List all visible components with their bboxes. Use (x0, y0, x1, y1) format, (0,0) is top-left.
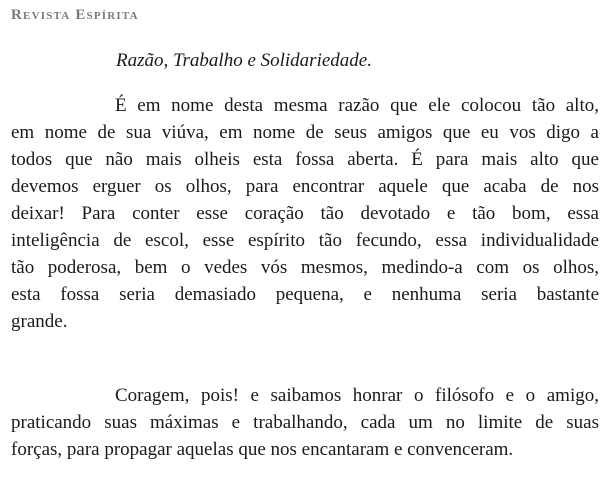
paragraph-line: em nome de sua viúva, em nome de seus amigos que eu vos digo a (11, 122, 599, 143)
section-subtitle: Razão, Trabalho e Solidariedade. (116, 50, 372, 71)
paragraph-line: praticando suas máximas e trabalhando, cada um no limite de suas (11, 412, 599, 433)
paragraph-line: grande. (11, 311, 68, 332)
paragraph-line: Coragem, pois! e saibamos honrar o filósofo e o amigo, (115, 385, 599, 406)
paragraph-line: esta fossa seria demasiado pequena, e nenhuma seria bastante (11, 284, 599, 305)
paragraph-line: deixar! Para conter esse coração tão devotado e tão bom, essa (11, 203, 599, 224)
paragraph-line: todos que não mais olheis esta fossa aberta. É para mais alto que (11, 149, 599, 170)
paragraph-line: inteligência de escol, esse espírito tão fecundo, essa individualidade (11, 230, 599, 251)
paragraph-line: tão poderosa, bem o vedes vós mesmos, medindo-a com os olhos, (11, 257, 599, 278)
paragraph-line: forças, para propagar aquelas que nos encantaram e convenceram. (11, 439, 514, 460)
paragraph-1 (11, 92, 599, 335)
paragraph-line: É em nome desta mesma razão que ele colocou tão alto, (115, 95, 599, 116)
paragraph-2 (11, 382, 599, 463)
paragraph-line: devemos erguer os olhos, para encontrar aquele que acaba de nos (11, 176, 599, 197)
running-header: Revista Espírita (11, 7, 139, 23)
